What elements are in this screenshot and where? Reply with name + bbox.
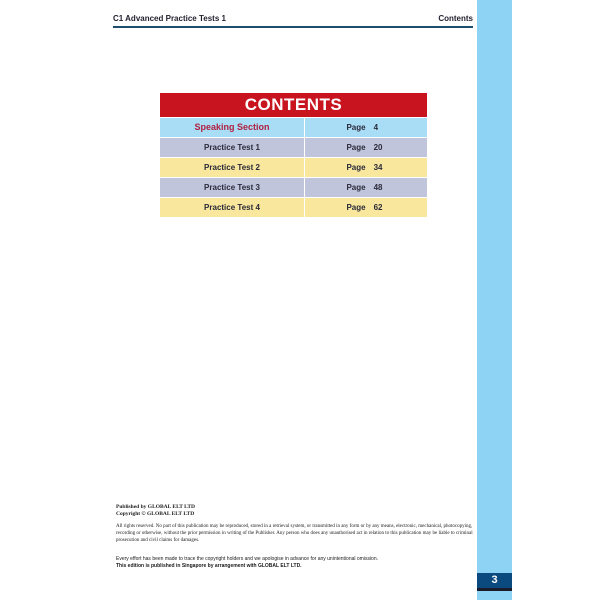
page-word: Page [346,203,366,212]
contents-row-label: Practice Test 2 [160,158,305,177]
contents-row-label: Speaking Section [160,118,305,137]
page-word: Page [346,143,366,152]
contents-row-page [305,118,427,137]
effort-note: Every effort has been made to trace the copyright holders and we apologise in advance for any unintentional omission. [116,556,379,562]
contents-row-label: Practice Test 4 [160,198,305,217]
contents-row-page [305,158,427,177]
section-title: Contents [438,14,473,23]
edition-note: This edition is published in Singapore by arrangement with GLOBAL ELT LTD. [116,563,302,569]
contents-table [160,93,427,217]
contents-row-page [305,198,427,217]
page-number: 20 [373,143,383,152]
page-word: Page [346,183,366,192]
contents-row-test-3[interactable] [160,177,427,197]
page-number: 62 [373,203,383,212]
rights-notice: All rights reserved. No part of this publication may be reproduced, stored in a retrieval system, or transmitted in any form or by any means, electronic, mechanical, photocopying, recording or otherwise, without the prior permission in writing of the Publisher. Any person who does any unauthorised act in relation to this publication may be liable to criminal prosecution and civil claims for damages. [116,524,473,543]
page-word: Page [346,163,366,172]
contents-title: CONTENTS [160,93,427,117]
imprint-block [116,504,478,544]
copyright: Copyright © GLOBAL ELT LTD [116,511,195,517]
published-by: Published by GLOBAL ELT LTD [116,504,195,510]
contents-row-page [305,178,427,197]
running-head [113,14,473,26]
contents-row-label: Practice Test 1 [160,138,305,157]
contents-row-test-4[interactable] [160,197,427,217]
contents-row-page [305,138,427,157]
header-rule [113,26,473,28]
page-number: 48 [373,183,383,192]
page-tab-rule [477,588,512,591]
book-title: C1 Advanced Practice Tests 1 [113,14,226,23]
page-number: 4 [373,123,379,132]
contents-row-test-1[interactable] [160,137,427,157]
page-number: 34 [373,163,383,172]
contents-row-label: Practice Test 3 [160,178,305,197]
page-word: Page [346,123,366,132]
contents-row-test-2[interactable] [160,157,427,177]
contents-row-speaking[interactable] [160,117,427,137]
side-color-strip [477,0,512,600]
page-number-tab: 3 [477,573,512,588]
edition-notes [116,556,478,570]
